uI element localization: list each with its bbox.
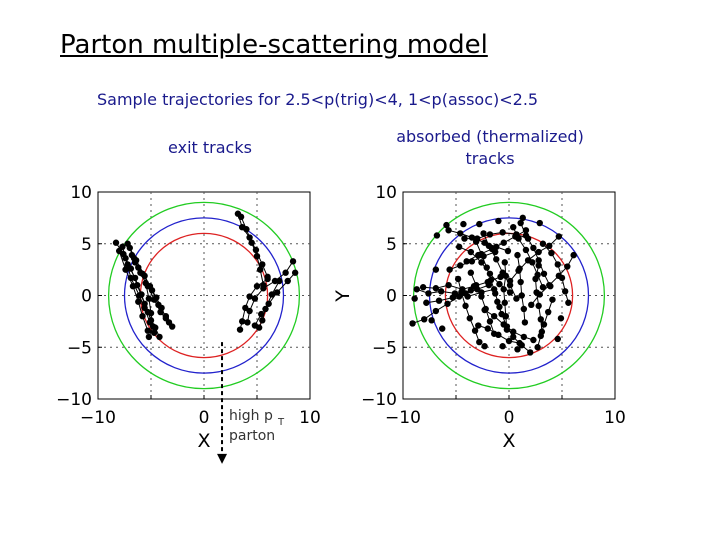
plot-2-track-point bbox=[444, 301, 450, 307]
plot-1-track-point bbox=[129, 252, 135, 258]
plot-2-x-tick-label: 0 bbox=[503, 408, 515, 428]
plot-2-track-point bbox=[523, 232, 529, 238]
plot-2-track-point bbox=[495, 332, 501, 338]
chart-subtitle: Sample trajectories for 2.5<p(trig)<4, 1<p(assoc)<2.5 bbox=[97, 90, 539, 109]
plot-2-track-point bbox=[480, 230, 486, 236]
plot-1-x-tick-label: −10 bbox=[80, 408, 116, 428]
plot-2-track-point bbox=[505, 248, 511, 254]
plot-2-track-point bbox=[409, 320, 415, 326]
plot-2-track-point bbox=[559, 275, 565, 281]
plot-1-y-tick-label: −5 bbox=[66, 338, 92, 359]
plot-1-y-tick-label: 0 bbox=[81, 286, 92, 307]
plot-1-track-point bbox=[146, 334, 152, 340]
plot-2-scatter-point bbox=[439, 325, 445, 331]
plot-2-track-point bbox=[476, 339, 482, 345]
plot-1-x-tick-label: 10 bbox=[299, 408, 321, 428]
plot-1-track-point bbox=[254, 283, 260, 289]
plot-2-track-point bbox=[530, 337, 536, 343]
plot-1-track-point bbox=[256, 324, 262, 330]
plot-1-track-point bbox=[139, 271, 145, 277]
plot-2-scatter-point bbox=[443, 222, 449, 228]
plot-2-y-tick-label: 0 bbox=[386, 286, 397, 307]
plot-1-track-point bbox=[235, 211, 241, 217]
plot-1-track-point bbox=[146, 295, 152, 301]
plot-2-track-point bbox=[445, 282, 451, 288]
plot-1-y-tick-label: 5 bbox=[81, 234, 92, 255]
plot-2-scatter-point bbox=[514, 346, 520, 352]
plot-1-track-point bbox=[276, 278, 282, 284]
plot-1-track-point bbox=[136, 292, 142, 298]
plot-2-scatter-point bbox=[481, 343, 487, 349]
plot-1-track-point bbox=[242, 305, 248, 311]
plot-1-track-point bbox=[147, 283, 153, 289]
plot-2-y-tick-label: 10 bbox=[375, 183, 397, 203]
plot-2-track-point bbox=[455, 276, 461, 282]
plot-1-y-tick-label: 10 bbox=[70, 183, 92, 203]
plot-2-y-tick-label: −10 bbox=[361, 390, 397, 410]
plot-2-track-point bbox=[519, 292, 525, 298]
plot-2-track-point bbox=[549, 296, 555, 302]
plot-2-track-point bbox=[535, 249, 541, 255]
plot-2-track-point bbox=[517, 279, 523, 285]
plot-2-track-point bbox=[546, 282, 552, 288]
plot-1-x-tick-label: 0 bbox=[198, 408, 210, 428]
plot-2-track-point bbox=[421, 316, 427, 322]
plot-2-track-point bbox=[457, 262, 463, 268]
plot-2-track-point bbox=[503, 273, 509, 279]
plot-2-track-point bbox=[433, 285, 439, 291]
plot-1-track-point bbox=[239, 318, 245, 324]
plot-1-track-point bbox=[122, 255, 128, 261]
plot-1-track-point bbox=[290, 258, 296, 264]
plot-1-track-point bbox=[237, 326, 243, 332]
plot-1-track-point bbox=[158, 305, 164, 311]
plot-2-track-point bbox=[488, 277, 494, 283]
plot-2-track-point bbox=[555, 261, 561, 267]
parton-annotation: parton bbox=[229, 428, 276, 444]
plot-1-track-point bbox=[169, 323, 175, 329]
plot-1-track-point bbox=[262, 306, 268, 312]
plot-2-scatter-point bbox=[476, 221, 482, 227]
trigger-arrow-head bbox=[217, 454, 227, 464]
plot-2-y-tick-label: 5 bbox=[386, 234, 397, 255]
plot-2-x-axis-label: X bbox=[502, 430, 516, 452]
plot-2-track-point bbox=[433, 308, 439, 314]
plot-2-y-axis-label: Y bbox=[332, 290, 354, 302]
plot-2-track-point bbox=[458, 289, 464, 295]
plot-2-track-point bbox=[499, 229, 505, 235]
plot-2-track-point bbox=[535, 303, 541, 309]
plot-1-track-point bbox=[152, 324, 158, 330]
plot-2 bbox=[403, 192, 615, 399]
plot-1-track-point bbox=[282, 270, 288, 276]
plot-2-track-point bbox=[528, 302, 534, 308]
plot-2-track-point bbox=[467, 315, 473, 321]
plot-2-track-point bbox=[492, 290, 498, 296]
plot-2-track-point bbox=[487, 231, 493, 237]
plot-1-track-point bbox=[127, 245, 133, 251]
plot-2-track-point bbox=[485, 325, 491, 331]
plot-1-track-point bbox=[113, 240, 119, 246]
plot-2-track-point bbox=[501, 240, 507, 246]
high-pt-annotation-subscript: T bbox=[278, 417, 285, 428]
plot-1-track-point bbox=[116, 248, 122, 254]
plot-2-track-point bbox=[478, 293, 484, 299]
plot-1-track-point bbox=[132, 259, 138, 265]
plot-1-track-point bbox=[253, 247, 259, 253]
plot-2-scatter-point bbox=[555, 336, 561, 342]
plot-2-track-point bbox=[456, 244, 462, 250]
plot-2-scatter-point bbox=[495, 218, 501, 224]
plot-2-track-point bbox=[501, 286, 507, 292]
plot-2-track-point bbox=[530, 245, 536, 251]
plot-2-scatter-point bbox=[460, 221, 466, 227]
plot-2-track-point bbox=[523, 247, 529, 253]
plot-2-track-point bbox=[468, 270, 474, 276]
plot-2-track-point bbox=[565, 300, 571, 306]
plot-2-track-point bbox=[502, 300, 508, 306]
plot-2-scatter-point bbox=[434, 232, 440, 238]
plot-2-track-point bbox=[487, 318, 493, 324]
plot-2-track-point bbox=[446, 266, 452, 272]
plot-2-track-point bbox=[532, 276, 538, 282]
right-caption-line1: absorbed (thermalized) bbox=[396, 127, 584, 146]
plot-2-track-point bbox=[450, 294, 456, 300]
plot-1-track-point bbox=[285, 278, 291, 284]
page-title: Parton multiple-scattering model bbox=[60, 30, 488, 60]
plot-2-track-point bbox=[535, 262, 541, 268]
plot-2-track-point bbox=[502, 259, 508, 265]
plot-2-track-point bbox=[556, 233, 562, 239]
plot-2-track-point bbox=[562, 288, 568, 294]
plot-2-track-point bbox=[468, 287, 474, 293]
plot-2-scatter-point bbox=[558, 315, 564, 321]
plot-1-track-point bbox=[239, 224, 245, 230]
plot-2-scatter-point bbox=[428, 317, 434, 323]
plot-1-track-point bbox=[259, 261, 265, 267]
plot-1-track-point bbox=[128, 275, 134, 281]
plot-2-track-point bbox=[570, 252, 576, 258]
plot-2-track-point bbox=[494, 299, 500, 305]
plot-1-track-point bbox=[153, 294, 159, 300]
plot-2-track-point bbox=[540, 241, 546, 247]
plot-2-track-point bbox=[436, 297, 442, 303]
plot-2-scatter-point bbox=[520, 215, 526, 221]
plot-2-track-point bbox=[468, 249, 474, 255]
plot-2-scatter-point bbox=[433, 266, 439, 272]
plot-2-track-point bbox=[414, 286, 420, 292]
plot-2-track-point bbox=[541, 271, 547, 277]
plot-1-track-point bbox=[145, 327, 151, 333]
plot-1-track-point bbox=[246, 234, 252, 240]
plot-2-track-point bbox=[484, 264, 490, 270]
plot-1-track-point bbox=[292, 270, 298, 276]
plot-2-track-point bbox=[521, 306, 527, 312]
plot-1-track-point bbox=[163, 315, 169, 321]
plot-1-track-point bbox=[269, 291, 275, 297]
plot-2-track-point bbox=[462, 303, 468, 309]
plot-1-track-point bbox=[259, 317, 265, 323]
plot-2-track-point bbox=[507, 278, 513, 284]
plot-2-scatter-point bbox=[537, 220, 543, 226]
plot-2-track-point bbox=[510, 224, 516, 230]
plot-2-track-point bbox=[473, 282, 479, 288]
plot-2-track-point bbox=[423, 300, 429, 306]
plot-2-track-point bbox=[515, 235, 521, 241]
plot-2-track-point bbox=[481, 307, 487, 313]
plot-2-track-point bbox=[506, 338, 512, 344]
plot-2-track-point bbox=[461, 235, 467, 241]
plot-1-track-point bbox=[264, 276, 270, 282]
plot-2-track-point bbox=[548, 250, 554, 256]
plot-2-track-point bbox=[475, 322, 481, 328]
left-plot-caption: exit tracks bbox=[168, 138, 252, 157]
plot-2-track-point bbox=[473, 238, 479, 244]
plot-2-track-point bbox=[469, 258, 475, 264]
plot-2-scatter-point bbox=[499, 343, 505, 349]
plot-1-track-point bbox=[246, 293, 252, 299]
plot-2-track-point bbox=[498, 311, 504, 317]
high-pt-annotation: high p bbox=[229, 408, 273, 424]
plot-2-track-point bbox=[492, 249, 498, 255]
plot-2-track-point bbox=[491, 313, 497, 319]
plot-2-track-point bbox=[545, 309, 551, 315]
plot-1-track-point bbox=[244, 319, 250, 325]
plot-2-track-point bbox=[564, 263, 570, 269]
plot-2-scatter-point bbox=[411, 295, 417, 301]
plot-2-track-point bbox=[496, 281, 502, 287]
plot-2-track-point bbox=[538, 333, 544, 339]
plot-1-track-point bbox=[156, 334, 162, 340]
plot-2-track-point bbox=[457, 230, 463, 236]
plot-2-track-point bbox=[516, 340, 522, 346]
plot-1-track-point bbox=[260, 285, 266, 291]
plot-2-track-point bbox=[533, 289, 539, 295]
plot-1-track-point bbox=[141, 305, 147, 311]
plot-2-track-point bbox=[516, 265, 522, 271]
plot-2-track-point bbox=[534, 344, 540, 350]
plot-2-track-point bbox=[541, 321, 547, 327]
plot-1-y-tick-label: −10 bbox=[56, 390, 92, 410]
plot-2-track-point bbox=[504, 323, 510, 329]
plot-2-track-point bbox=[480, 253, 486, 259]
plot-2-track-point bbox=[522, 319, 528, 325]
plot-2-x-tick-label: −10 bbox=[385, 408, 421, 428]
plot-2-track-point bbox=[420, 284, 426, 290]
plot-2-y-tick-label: −5 bbox=[371, 338, 397, 359]
plot-2-track-point bbox=[521, 334, 527, 340]
plot-1-track-point bbox=[147, 319, 153, 325]
plot-2-x-tick-label: 10 bbox=[604, 408, 626, 428]
plot-1-track-point bbox=[139, 313, 145, 319]
plot-2-track-point bbox=[527, 349, 533, 355]
plot-2-track-point bbox=[486, 243, 492, 249]
right-caption-line2: tracks bbox=[465, 149, 515, 168]
plot-1-x-axis-label: X bbox=[197, 430, 211, 452]
plot-2-track-point bbox=[425, 290, 431, 296]
plot-2-track-point bbox=[493, 256, 499, 262]
plot-2-track-point bbox=[514, 252, 520, 258]
plot-1 bbox=[98, 192, 310, 399]
plot-2-track-point bbox=[525, 257, 531, 263]
